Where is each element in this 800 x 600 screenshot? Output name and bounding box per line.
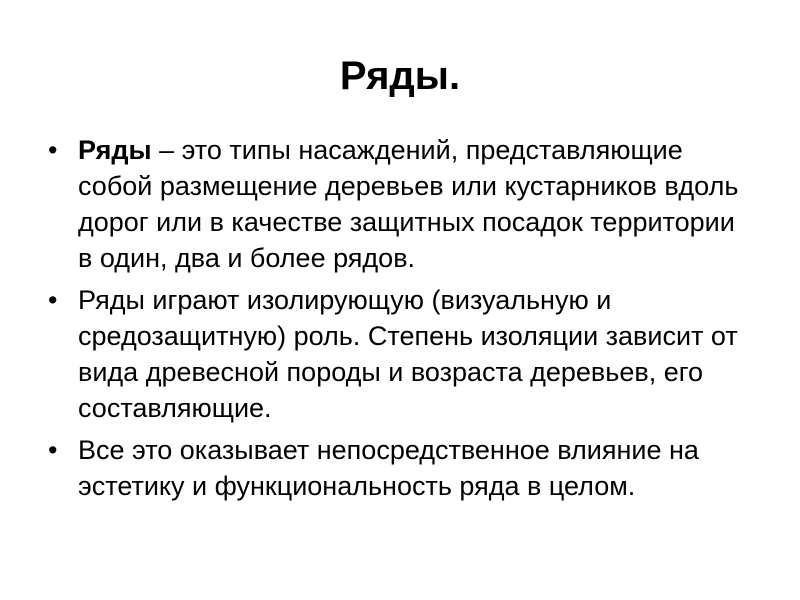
bullet-text: Ряды играют изолирующую (визуальную и средозащитную) роль. Степень изоляции зависит от вида древесной породы и возраста деревьев, его составляющие.: [78, 285, 738, 423]
bullet-point-icon: •: [48, 285, 58, 315]
bullet-item-definition: [48, 132, 748, 276]
bullet-item-influence: [48, 432, 748, 504]
bullet-term: Ряды: [78, 135, 152, 165]
slide-title: Ряды.: [339, 54, 461, 98]
bullet-list: [48, 132, 748, 510]
bullet-text: – это типы насаждений, представляющие собой размещение деревьев или кустарников вдоль дорог или в качестве защитных посадок территории в один, два и более рядов.: [78, 135, 739, 273]
bullet-text: Все это оказывает непосредственное влияние на эстетику и функциональность ряда в целом.: [78, 435, 699, 501]
bullet-item-role: [48, 282, 748, 426]
bullet-point-icon: •: [48, 135, 58, 165]
bullet-point-icon: •: [48, 435, 58, 465]
